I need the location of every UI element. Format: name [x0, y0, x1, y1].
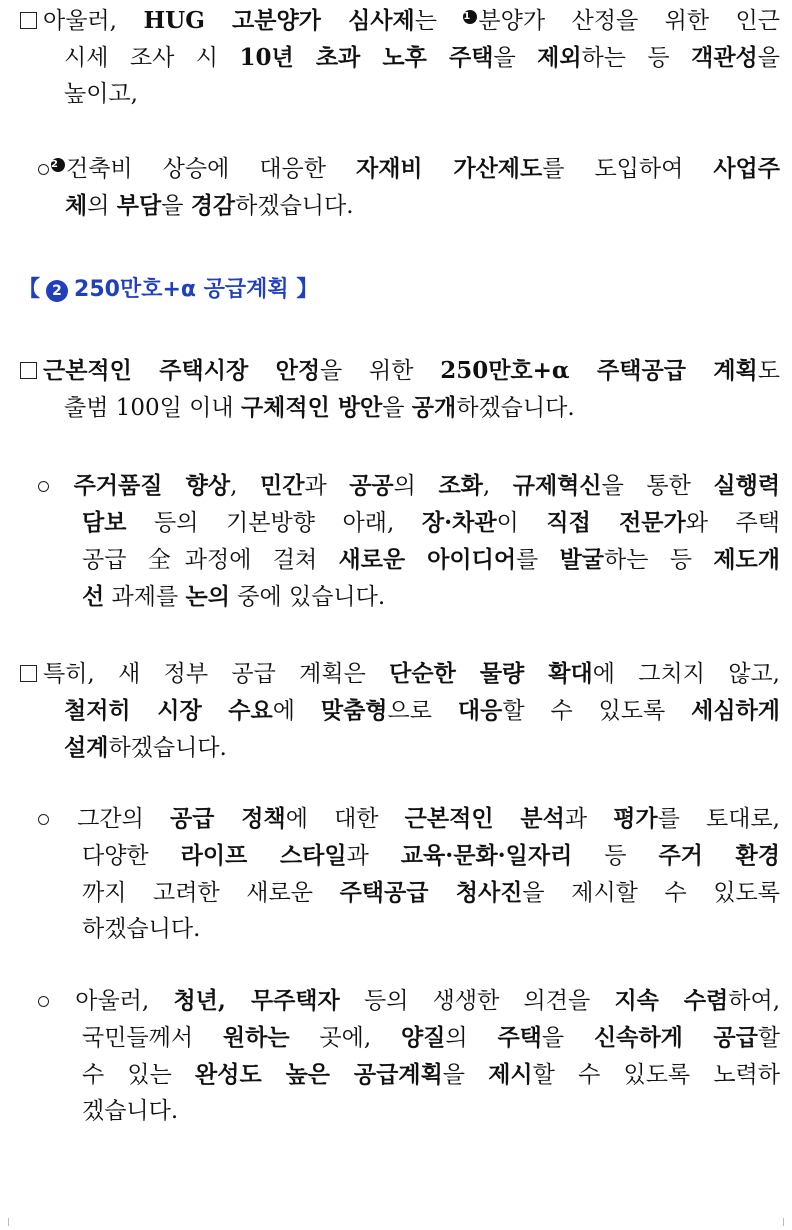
- text-line: 겠습니다.: [82, 1098, 179, 1124]
- paragraph-material-cost: [20, 150, 780, 224]
- text-line: 아울러, HUG 고분양가 심사제는 $^1$ 분양가 산정을 위한 인근: [20, 2, 780, 39]
- text-line: 출범 100일 이내 구체적인 방안을 공개하겠습니다.: [64, 394, 575, 421]
- text-line: 공급 全과정에 걸쳐 새로운 아이디어를 발굴하는 등 제도개: [82, 546, 780, 573]
- text-line: 수 있는 완성도 높은 공급계획을 제시할 수 있도록 노력하: [82, 1061, 780, 1088]
- text-line: 체의 부담을 경감하겠습니다.: [65, 192, 354, 219]
- paragraph-supply-plan: [20, 352, 780, 426]
- text-line: 담보 등의 기본방향 아래, 장·차관이 직접 전문가와 주택: [82, 509, 780, 536]
- text-line: 주거품질 향상, 민간과 공공의 조화, 규제혁신을 통한 실행력: [20, 467, 780, 504]
- section-heading: 【 2 250만호+α 공급계획 】: [18, 277, 319, 302]
- paragraph-housing-quality: [20, 467, 780, 615]
- text-line: 시세 조사 시 10년 초과 노후 주택을 제외하는 등 객관성을: [64, 44, 780, 71]
- square-bullet-icon: [20, 12, 37, 29]
- circled-number-2-icon: 2: [51, 158, 65, 172]
- circled-number-1-icon: 1: [463, 10, 477, 24]
- paragraph-new-government: [20, 655, 780, 766]
- text-line: 하겠습니다.: [82, 916, 201, 942]
- circle-bullet-icon: [38, 164, 49, 175]
- page-corner-mark: [783, 1218, 792, 1226]
- text-line: 특히, 새 정부 공급 계획은 단순한 물량 확대에 그치지 않고,: [20, 655, 780, 692]
- text-line: 다양한 라이프 스타일과 교육·문화·일자리 등 주거 환경: [82, 842, 780, 869]
- circle-bullet-icon: [38, 481, 49, 492]
- text-line: 선 과제를 논의 중에 있습니다.: [82, 583, 386, 610]
- paragraph-public-opinion: [20, 982, 780, 1130]
- circled-number-2-icon: 2: [46, 280, 68, 302]
- square-bullet-icon: [20, 665, 37, 682]
- circle-bullet-icon: [38, 814, 49, 825]
- text-line: 근본적인 주택시장 안정을 위한 250만호+α 주택공급 계획도: [20, 352, 780, 389]
- circle-bullet-icon: [38, 996, 49, 1007]
- text-line: 철저히 시장 수요에 맞춤형으로 대응할 수 있도록 세심하게: [64, 697, 780, 724]
- text-line: 그간의 공급 정책에 대한 근본적인 분석과 평가를 토대로,: [20, 800, 780, 837]
- page-corner-mark: [0, 1218, 9, 1226]
- text-line: 아울러, 청년, 무주택자 등의 생생한 의견을 지속 수렴하여,: [20, 982, 780, 1019]
- text-line: 까지 고려한 새로운 주택공급 청사진을 제시할 수 있도록: [82, 879, 780, 906]
- text-line: 설계하겠습니다.: [64, 734, 227, 761]
- paragraph-hug-review: [20, 2, 780, 113]
- text-line: 높이고,: [64, 81, 138, 107]
- text-line: $^2$ 건축비 상승에 대응한 자재비 가산제도를 도입하여 사업주: [20, 150, 780, 187]
- text-line: 국민들께서 원하는 곳에, 양질의 주택을 신속하게 공급할: [82, 1024, 781, 1051]
- paragraph-policy-analysis: [20, 800, 780, 948]
- square-bullet-icon: [20, 362, 37, 379]
